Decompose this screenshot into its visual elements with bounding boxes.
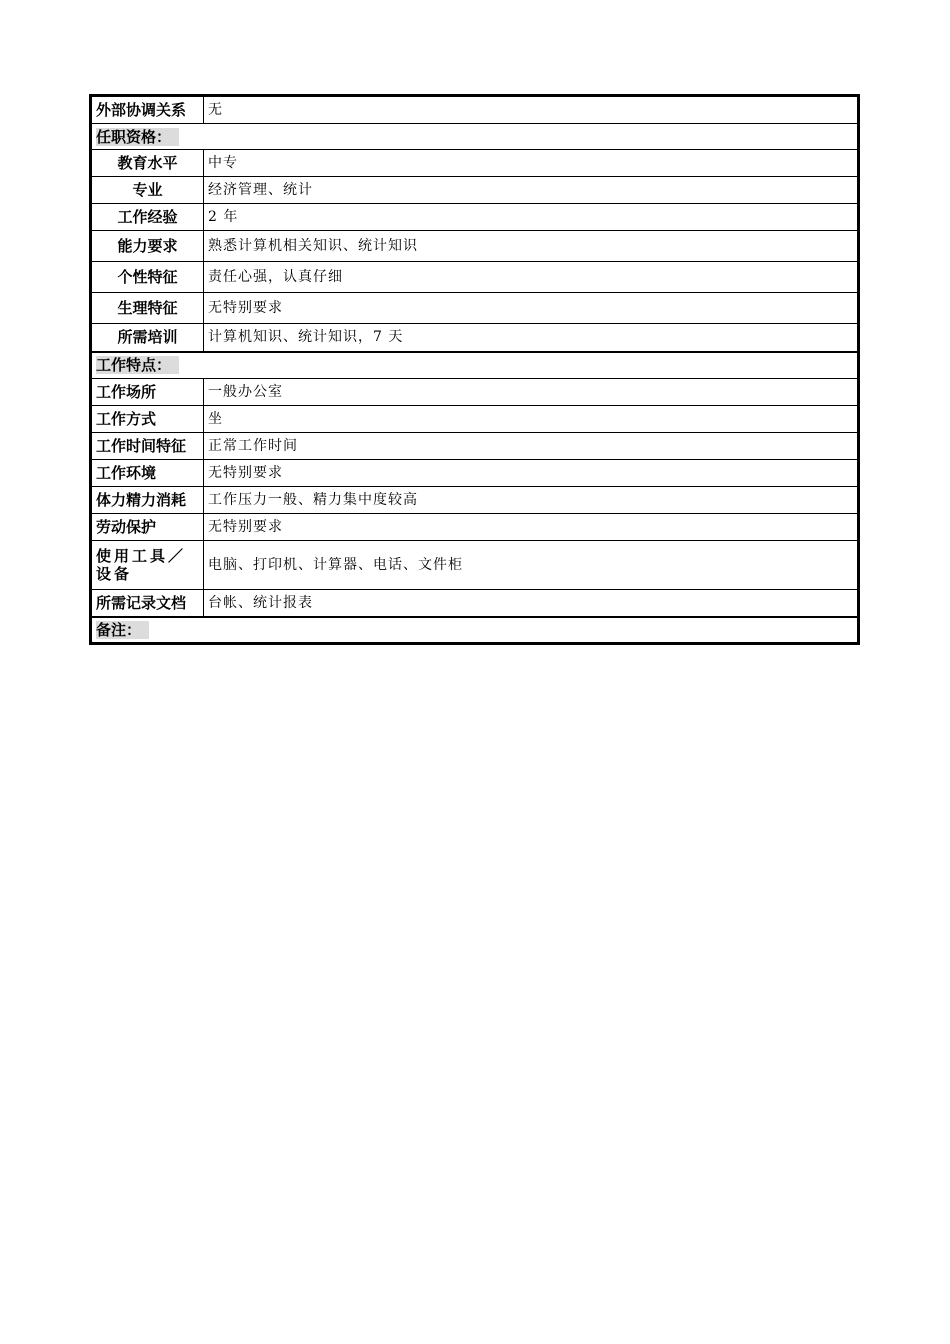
personality-value: 责任心强，认真仔细 <box>204 262 858 293</box>
remarks-heading: 备注： <box>92 617 858 643</box>
labor-protection-value: 无特别要求 <box>204 514 858 541</box>
work-hours-label: 工作时间特征 <box>92 433 204 460</box>
table-row <box>92 541 858 590</box>
tools-equipment-label: 使用工具／设备 <box>92 541 204 590</box>
ability-label: 能力要求 <box>92 231 204 262</box>
work-hours-value: 正常工作时间 <box>204 433 858 460</box>
required-records-value: 台帐、统计报表 <box>204 590 858 617</box>
workplace-label: 工作场所 <box>92 379 204 406</box>
physiology-label: 生理特征 <box>92 293 204 324</box>
education-label: 教育水平 <box>92 150 204 177</box>
labor-protection-label: 劳动保护 <box>92 514 204 541</box>
personality-label: 个性特征 <box>92 262 204 293</box>
work-environment-value: 无特别要求 <box>204 460 858 487</box>
table-row <box>92 204 858 231</box>
table-row <box>92 231 858 262</box>
table-row <box>92 177 858 204</box>
table-row <box>92 433 858 460</box>
external-coordination-value: 无 <box>204 97 858 124</box>
energy-consumption-value: 工作压力一般、精力集中度较高 <box>204 487 858 514</box>
section-header-row <box>92 352 858 379</box>
table-row <box>92 293 858 324</box>
training-label: 所需培训 <box>92 324 204 352</box>
table-row <box>92 97 858 124</box>
education-value: 中专 <box>204 150 858 177</box>
work-mode-value: 坐 <box>204 406 858 433</box>
workplace-value: 一般办公室 <box>204 379 858 406</box>
table-row <box>92 487 858 514</box>
qualifications-heading: 任职资格： <box>92 124 858 150</box>
table-row <box>92 150 858 177</box>
energy-consumption-label: 体力精力消耗 <box>92 487 204 514</box>
table-row <box>92 590 858 617</box>
required-records-label: 所需记录文档 <box>92 590 204 617</box>
work-environment-label: 工作环境 <box>92 460 204 487</box>
work-features-heading: 工作特点： <box>92 352 858 379</box>
physiology-value: 无特别要求 <box>204 293 858 324</box>
section-header-row <box>92 617 858 643</box>
experience-value: 2 年 <box>204 204 858 231</box>
table-row <box>92 379 858 406</box>
tools-equipment-value: 电脑、打印机、计算器、电话、文件柜 <box>204 541 858 590</box>
table-row <box>92 262 858 293</box>
work-mode-label: 工作方式 <box>92 406 204 433</box>
table-row <box>92 324 858 352</box>
table-row <box>92 460 858 487</box>
external-coordination-label: 外部协调关系 <box>92 97 204 124</box>
job-description-table <box>89 94 860 645</box>
table-row <box>92 406 858 433</box>
table-row <box>92 514 858 541</box>
section-header-row <box>92 124 858 150</box>
major-label: 专业 <box>92 177 204 204</box>
major-value: 经济管理、统计 <box>204 177 858 204</box>
ability-value: 熟悉计算机相关知识、统计知识 <box>204 231 858 262</box>
training-value: 计算机知识、统计知识，7 天 <box>204 324 858 352</box>
experience-label: 工作经验 <box>92 204 204 231</box>
